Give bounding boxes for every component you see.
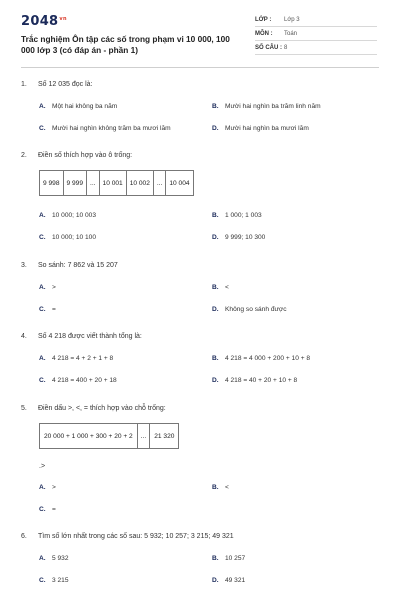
option-2c[interactable]: C. 10 000; 10 100 <box>39 234 96 241</box>
comparison-mark: .> <box>39 463 46 470</box>
comparison-right: 21 320 <box>154 432 175 440</box>
sequence-blank[interactable]: ... <box>87 171 100 195</box>
meta-value: Toán <box>284 31 298 37</box>
option-5a[interactable]: A. > <box>39 484 56 491</box>
question-3: 3. So sánh: 7 862 và 15 207 <box>21 262 118 269</box>
option-4a[interactable]: A. 4 218 = 4 + 2 + 1 + 8 <box>39 355 114 362</box>
question-6: 6. Tìm số lớn nhất trong các số sau: 5 932; 10 257; 3 215; 49 321 <box>21 533 234 540</box>
question-text: Số 4 218 được viết thành tổng là: <box>38 333 142 340</box>
question-2: 2. Điền số thích hợp vào ô trống: <box>21 152 133 159</box>
meta-value: Lớp 3 <box>284 17 300 23</box>
option-2d[interactable]: D. 9 999; 10 300 <box>212 234 266 241</box>
number-sequence-boxes <box>39 170 194 196</box>
header-divider <box>21 67 379 68</box>
question-text: So sánh: 7 862 và 15 207 <box>38 262 118 269</box>
option-4d[interactable]: D. 4 218 = 40 + 20 + 10 + 8 <box>212 377 298 384</box>
option-4b[interactable]: B. 4 218 = 4 000 + 200 + 10 + 8 <box>212 355 311 362</box>
option-3b[interactable]: B. < <box>212 284 229 291</box>
option-3a[interactable]: A. > <box>39 284 56 291</box>
option-1a[interactable]: A. Một hai không ba năm <box>39 103 118 110</box>
option-6a[interactable]: A. 5 932 <box>39 555 69 562</box>
question-1: 1. Số 12 035 đọc là: <box>21 81 93 88</box>
meta-row-count <box>255 42 377 55</box>
option-1b[interactable]: B. Mười hai nghìn ba trăm linh năm <box>212 103 321 110</box>
sequence-cell: 10 002 <box>127 171 154 195</box>
question-4: 4. Số 4 218 được viết thành tổng là: <box>21 333 142 340</box>
option-6d[interactable]: D. 49 321 <box>212 577 246 584</box>
question-text: Điền dấu >, <, = thích hợp vào chỗ trống: <box>38 405 166 412</box>
option-4c[interactable]: C. 4 218 = 400 + 20 + 18 <box>39 377 117 384</box>
comparison-boxes <box>39 423 179 449</box>
page-title: Trắc nghiệm Ôn tập các số trong phạm vi 10 000, 100 000 lớp 3 (có đáp án - phần 1) <box>21 34 230 55</box>
option-6c[interactable]: C. 3 215 <box>39 577 69 584</box>
sequence-cell: 10 001 <box>100 171 127 195</box>
option-3d[interactable]: D. Không so sánh được <box>212 306 287 313</box>
question-text: Tìm số lớn nhất trong các số sau: 5 932; 10 257; 3 215; 49 321 <box>38 533 234 540</box>
comparison-left: 20 000 + 1 000 + 300 + 20 + 2 <box>40 424 138 448</box>
meta-key: SỐ CÂU : <box>255 45 282 51</box>
meta-row-subject <box>255 28 377 41</box>
option-6b[interactable]: B. 10 257 <box>212 555 246 562</box>
meta-key: LỚP : <box>255 17 272 23</box>
option-1c[interactable]: C. Mười hai nghìn không trăm ba mươi lăm <box>39 125 171 132</box>
sequence-blank[interactable]: ... <box>154 171 167 195</box>
meta-key: MÔN : <box>255 31 273 37</box>
option-2a[interactable]: A. 10 000; 10 003 <box>39 212 96 219</box>
option-1d[interactable]: D. Mười hai nghìn ba mươi lăm <box>212 125 309 132</box>
sequence-cell: 10 004 <box>169 179 190 187</box>
sequence-cell: 9 998 <box>40 171 64 195</box>
option-5b[interactable]: B. < <box>212 484 229 491</box>
logo-suffix: vn <box>59 15 67 22</box>
option-2b[interactable]: B. 1 000; 1 003 <box>212 212 262 219</box>
meta-row-class <box>255 14 377 27</box>
option-3c[interactable]: C. = <box>39 306 56 313</box>
question-5: 5. Điền dấu >, <, = thích hợp vào chỗ trống: <box>21 405 166 412</box>
meta-value: 8 <box>284 45 288 51</box>
site-logo[interactable]: $2048^{vn}$ <box>21 14 67 29</box>
option-5c[interactable]: C. = <box>39 506 56 513</box>
question-text: Số 12 035 đọc là: <box>38 81 93 88</box>
comparison-blank[interactable]: ... <box>138 424 151 448</box>
question-text: Điền số thích hợp vào ô trống: <box>38 152 133 159</box>
sequence-cell: 9 999 <box>64 171 88 195</box>
